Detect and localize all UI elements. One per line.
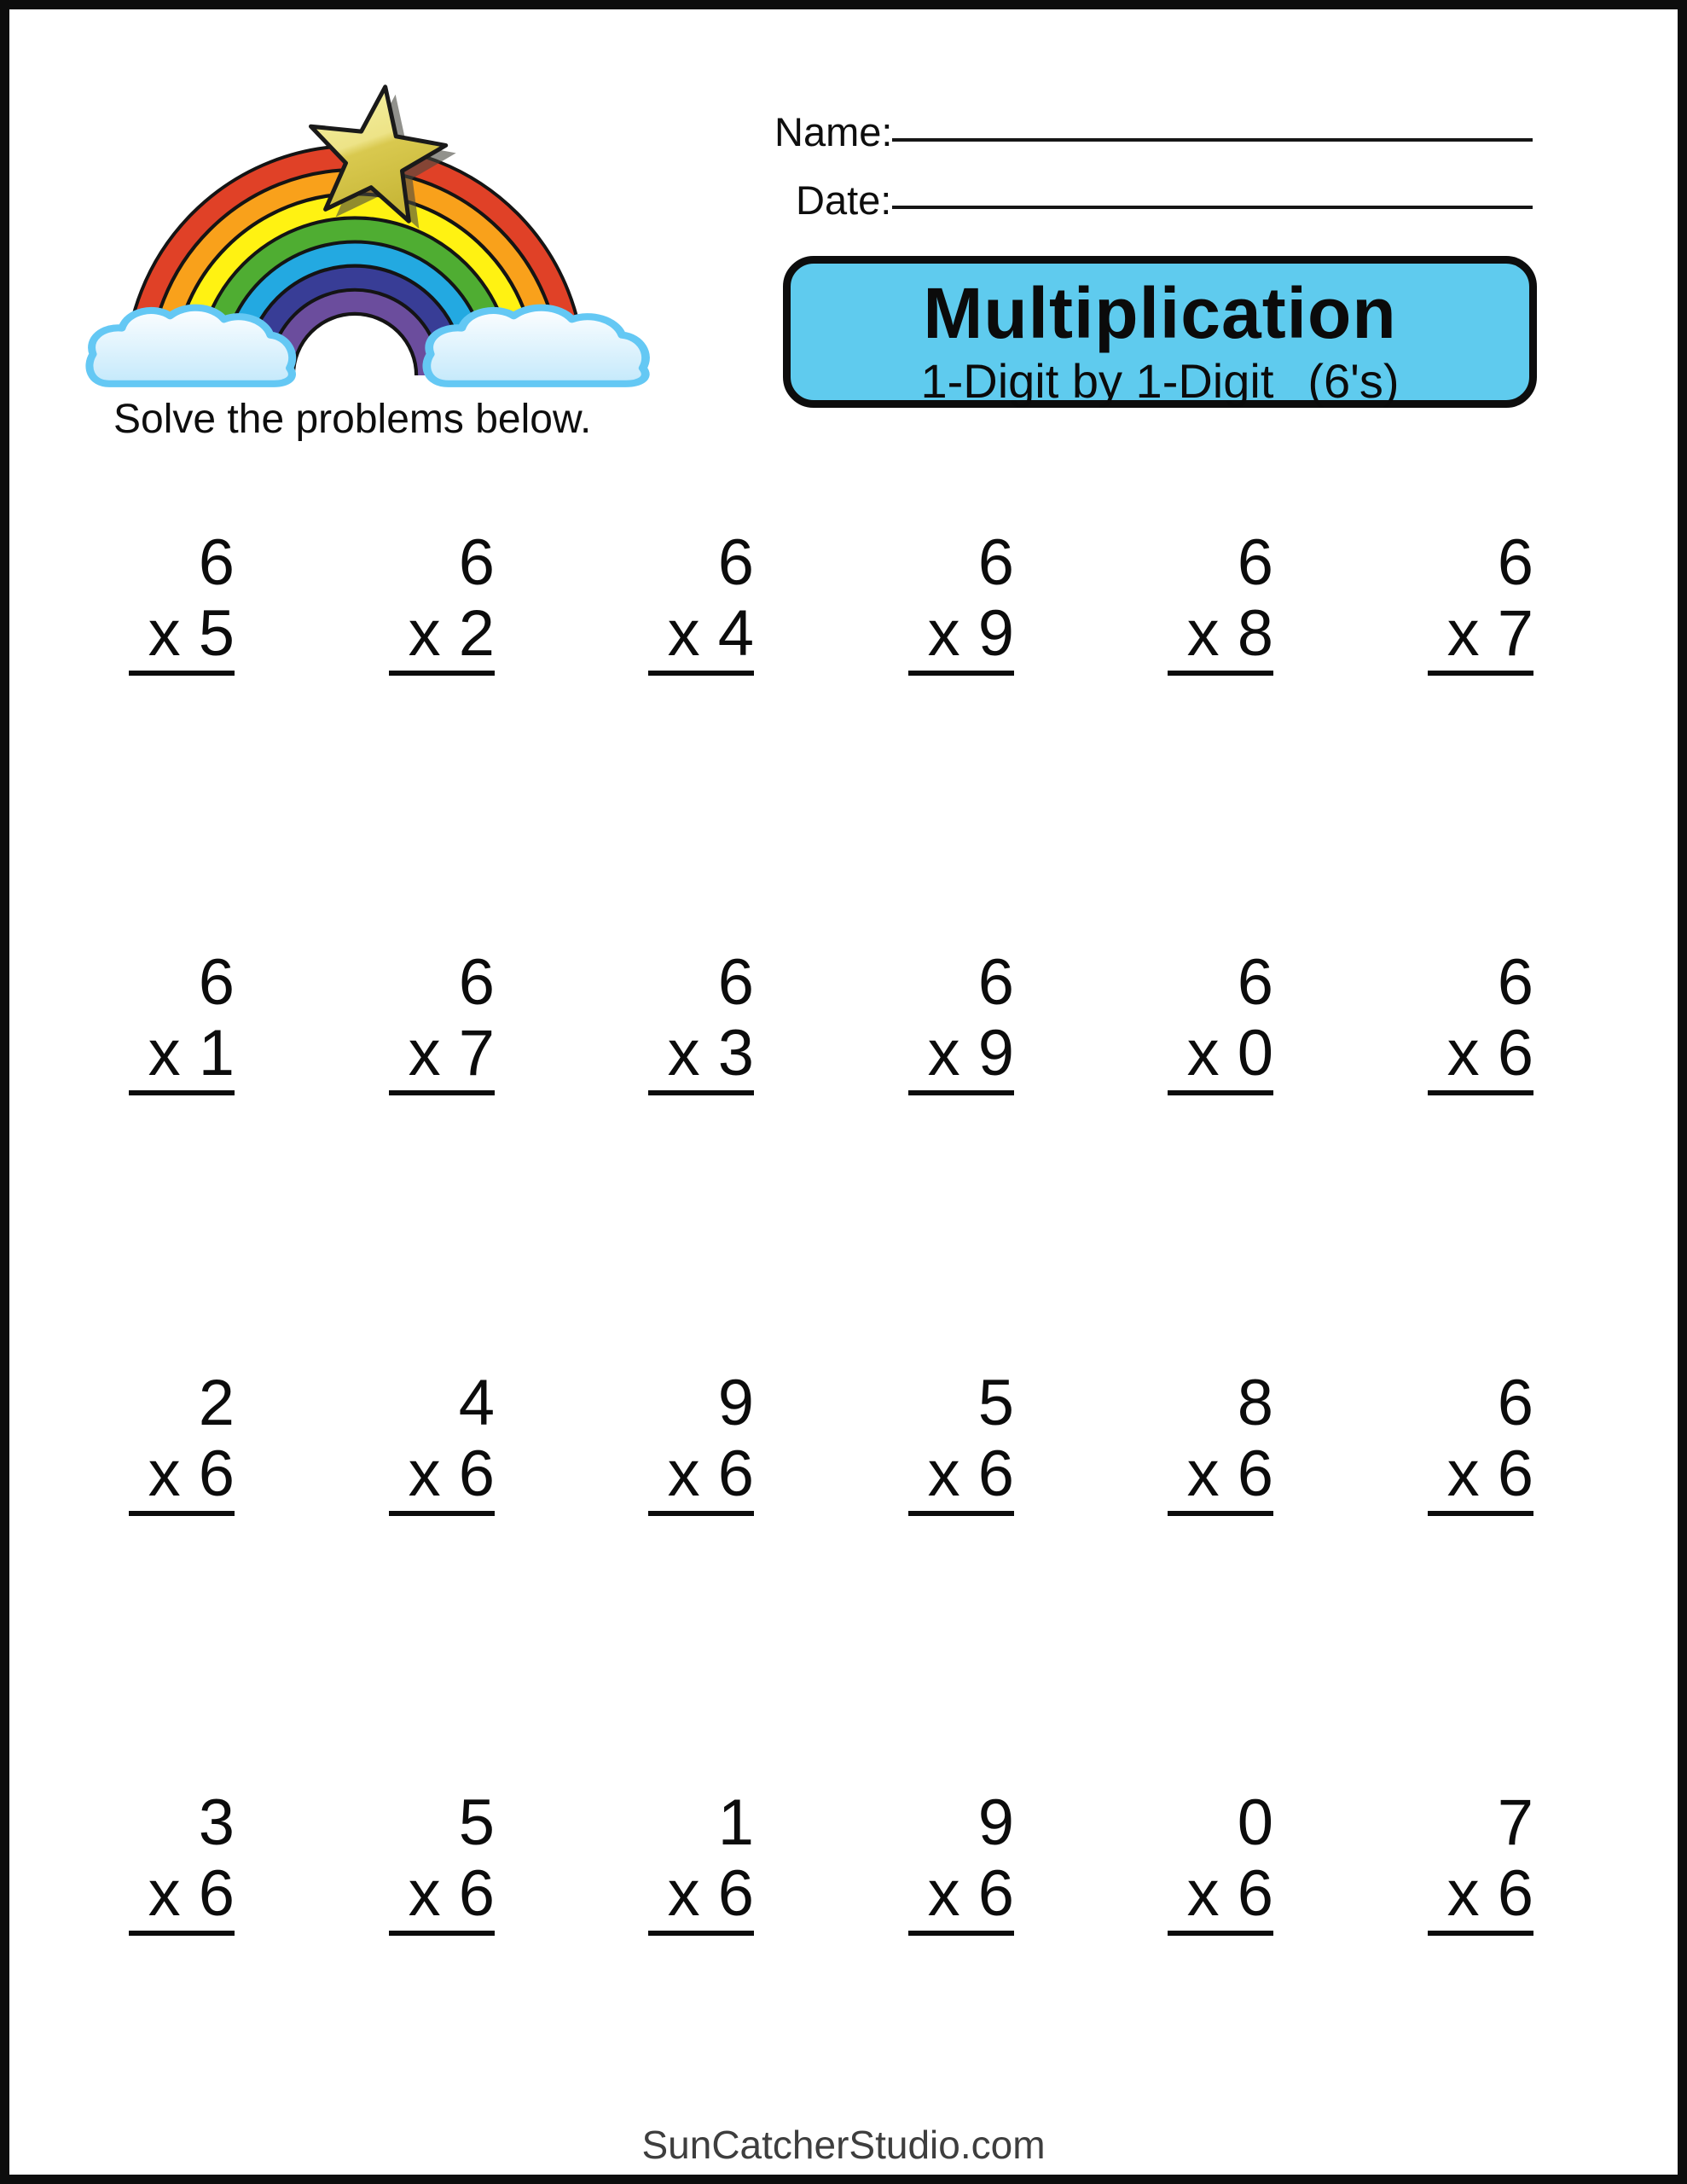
problem-cell — [908, 1368, 1014, 1618]
multiplicand: 6 — [458, 526, 495, 599]
problem-cell — [648, 527, 754, 778]
answer-slot[interactable] — [648, 1516, 754, 1618]
answer-slot[interactable] — [129, 1936, 235, 2038]
problem-cell — [389, 1787, 495, 2038]
multiplicand: 6 — [977, 526, 1014, 599]
multiplicand: 6 — [1237, 946, 1273, 1019]
problem-cell — [908, 947, 1014, 1198]
worksheet-subtitle-suffix: (6's) — [1307, 354, 1400, 408]
instruction-text: Solve the problems below. — [113, 397, 592, 442]
answer-slot[interactable] — [908, 1095, 1014, 1198]
problem-cell — [1428, 527, 1533, 778]
date-label: Date: — [796, 177, 892, 223]
multiplicand: 9 — [977, 1786, 1014, 1859]
problem-cell — [648, 947, 754, 1198]
multiplicand: 6 — [198, 526, 235, 599]
problem-cell — [648, 1368, 754, 1618]
multiplier-row: x 6 — [1446, 1438, 1533, 1510]
answer-slot[interactable] — [1428, 1095, 1533, 1198]
multiplier-row: x 0 — [1186, 1017, 1273, 1089]
multiplier-row: x 6 — [927, 1438, 1014, 1510]
multiplier-row: x 6 — [1446, 1017, 1533, 1089]
answer-slot[interactable] — [389, 1516, 495, 1618]
problem-cell — [908, 527, 1014, 778]
multiplicand: 6 — [717, 946, 754, 1019]
multiplicand: 6 — [1497, 946, 1533, 1019]
multiplier-row: x 6 — [1186, 1438, 1273, 1510]
multiplicand: 6 — [1497, 526, 1533, 599]
multiplicand: 6 — [977, 946, 1014, 1019]
answer-slot[interactable] — [648, 1095, 754, 1198]
multiplier-row: x 7 — [408, 1017, 495, 1089]
answer-slot[interactable] — [129, 1516, 235, 1618]
problem-cell — [908, 1787, 1014, 2038]
multiplier-row: x 6 — [927, 1857, 1014, 1930]
multiplier-row: x 6 — [1186, 1857, 1273, 1930]
multiplicand: 6 — [1497, 1367, 1533, 1439]
multiplier-row: x 3 — [667, 1017, 754, 1089]
worksheet-title: Multiplication — [923, 273, 1397, 353]
problem-cell — [129, 1787, 235, 2038]
multiplicand: 0 — [1237, 1786, 1273, 1859]
problem-cell — [389, 527, 495, 778]
multiplicand: 6 — [717, 526, 754, 599]
answer-slot[interactable] — [648, 676, 754, 778]
multiplicand: 9 — [717, 1367, 754, 1439]
multiplicand: 5 — [458, 1786, 495, 1859]
multiplier-row: x 6 — [408, 1857, 495, 1930]
answer-slot[interactable] — [908, 676, 1014, 778]
answer-slot[interactable] — [129, 1095, 235, 1198]
multiplicand: 5 — [977, 1367, 1014, 1439]
answer-slot[interactable] — [389, 1936, 495, 2038]
multiplier-row: x 2 — [408, 597, 495, 670]
answer-slot[interactable] — [1428, 676, 1533, 778]
multiplicand: 7 — [1497, 1786, 1533, 1859]
problem-cell — [389, 1368, 495, 1618]
multiplicand: 4 — [458, 1367, 495, 1439]
multiplier-row: x 6 — [667, 1857, 754, 1930]
problem-cell — [1168, 947, 1273, 1198]
problem-cell — [1168, 527, 1273, 778]
multiplier-row: x 5 — [148, 597, 235, 670]
problem-cell — [1428, 947, 1533, 1198]
answer-slot[interactable] — [1428, 1936, 1533, 2038]
problem-cell — [389, 947, 495, 1198]
answer-slot[interactable] — [908, 1936, 1014, 2038]
name-label: Name: — [774, 109, 893, 154]
multiplier-row: x 1 — [148, 1017, 235, 1089]
multiplier-row: x 6 — [1446, 1857, 1533, 1930]
multiplier-row: x 7 — [1446, 597, 1533, 670]
answer-slot[interactable] — [1168, 1936, 1273, 2038]
problem-cell — [1428, 1787, 1533, 2038]
multiplier-row: x 6 — [148, 1857, 235, 1930]
multiplicand: 6 — [1237, 526, 1273, 599]
multiplicand: 8 — [1237, 1367, 1273, 1439]
multiplicand: 6 — [458, 946, 495, 1019]
answer-slot[interactable] — [1428, 1516, 1533, 1618]
problem-cell — [129, 1368, 235, 1618]
problem-cell — [129, 527, 235, 778]
answer-slot[interactable] — [908, 1516, 1014, 1618]
answer-slot[interactable] — [129, 676, 235, 778]
multiplicand: 2 — [198, 1367, 235, 1439]
multiplicand: 3 — [198, 1786, 235, 1859]
footer-credit: SunCatcherStudio.com — [641, 2123, 1046, 2167]
multiplicand: 6 — [198, 946, 235, 1019]
problem-cell — [648, 1787, 754, 2038]
multiplicand: 1 — [717, 1786, 754, 1859]
problem-cell — [1168, 1787, 1273, 2038]
worksheet-subtitle-main: 1-Digit by 1-Digit — [920, 354, 1274, 408]
multiplier-row: x 6 — [408, 1438, 495, 1510]
answer-slot[interactable] — [1168, 1516, 1273, 1618]
multiplier-row: x 9 — [927, 597, 1014, 670]
answer-slot[interactable] — [648, 1936, 754, 2038]
answer-slot[interactable] — [389, 1095, 495, 1198]
problem-cell — [129, 947, 235, 1198]
multiplier-row: x 8 — [1186, 597, 1273, 670]
answer-slot[interactable] — [1168, 1095, 1273, 1198]
multiplier-row: x 6 — [148, 1438, 235, 1510]
multiplier-row: x 4 — [667, 597, 754, 670]
problem-cell — [1168, 1368, 1273, 1618]
multiplier-row: x 6 — [667, 1438, 754, 1510]
answer-slot[interactable] — [1168, 676, 1273, 778]
answer-slot[interactable] — [389, 676, 495, 778]
multiplier-row: x 9 — [927, 1017, 1014, 1089]
problem-cell — [1428, 1368, 1533, 1618]
